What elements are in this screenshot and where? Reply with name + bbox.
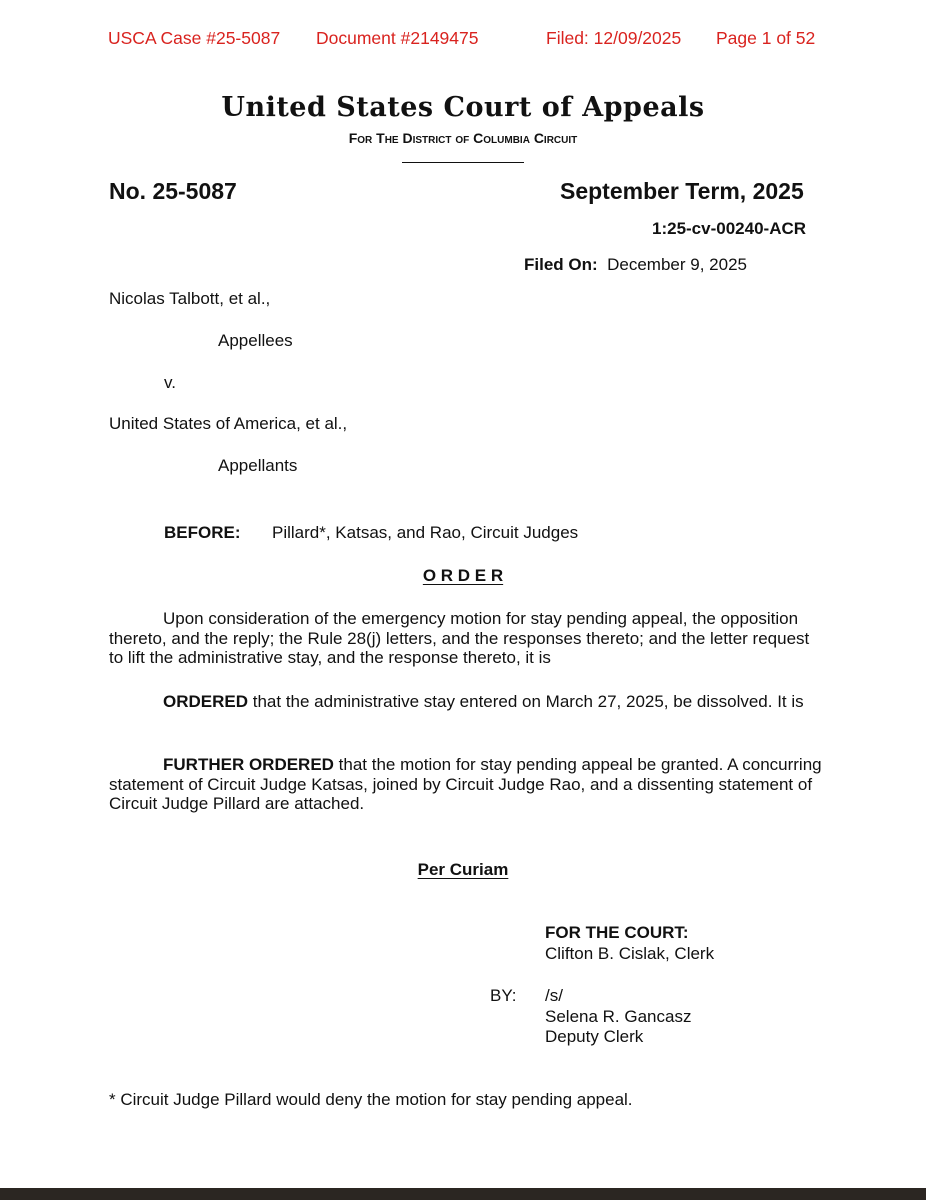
deputy-clerk-title: Deputy Clerk [545,1027,644,1046]
appellees-role: Appellees [218,331,293,350]
further-ordered-label: FURTHER ORDERED [163,755,334,774]
deputy-clerk-name: Selena R. Gancasz [545,1007,692,1026]
ordered-text: that the administrative stay entered on March 27, 2025, be dissolved. It is [248,692,804,711]
appellants-role: Appellants [218,456,298,475]
page-number-header: Page 1 of 52 [716,28,816,48]
before-label: BEFORE: [164,523,241,542]
court-title: United States Court of Appeals [221,92,705,123]
bottom-bar [0,1188,926,1200]
appellees-name: Nicolas Talbott, et al., [109,289,271,308]
clerk-name: Clifton B. Cislak, Clerk [545,944,715,963]
by-label: BY: [490,986,517,1005]
order-heading: O R D E R [422,566,504,585]
filed-date-header: Filed: 12/09/2025 [546,28,682,48]
per-curiam: Per Curiam [417,860,509,879]
order-intro: Upon consideration of the emergency motion for stay pending appeal, the opposition thereto, and the reply; the Rule 28(j) letters, and the responses thereto; and the letter request to lift the administrative stay, and the response thereto, it is [109,609,810,667]
court-subtitle: For The District of Columbia Circuit [348,130,578,146]
ordered-paragraph [109,692,824,712]
filed-on-label: Filed On: [524,255,598,274]
document-number-header: Document #2149475 [316,28,479,48]
docket-number: 1:25-cv-00240-ACR [652,219,807,238]
ordered-label: ORDERED [163,692,249,711]
title-divider [402,162,524,163]
for-the-court: FOR THE COURT: [545,923,689,942]
footnote: * Circuit Judge Pillard would deny the motion for stay pending appeal. [109,1090,633,1109]
case-number: No. 25-5087 [109,178,237,204]
versus: v. [164,373,176,392]
before-judges: Pillard*, Katsas, and Rao, Circuit Judges [272,523,579,542]
appellants-name: United States of America, et al., [109,414,348,433]
term: September Term, 2025 [560,178,804,204]
case-number-header: USCA Case #25-5087 [108,28,281,48]
further-ordered-paragraph [109,755,824,814]
signature-mark: /s/ [545,986,563,1005]
filed-on-date: December 9, 2025 [607,255,747,274]
further-ordered-text: that the motion for stay pending appeal be granted. A concurring statement of Circuit Judge Katsas, joined by Circuit Judge Rao, and a dissenting statement of Circuit Judge Pillard are attached. [109,755,822,813]
filed-on [524,255,747,275]
